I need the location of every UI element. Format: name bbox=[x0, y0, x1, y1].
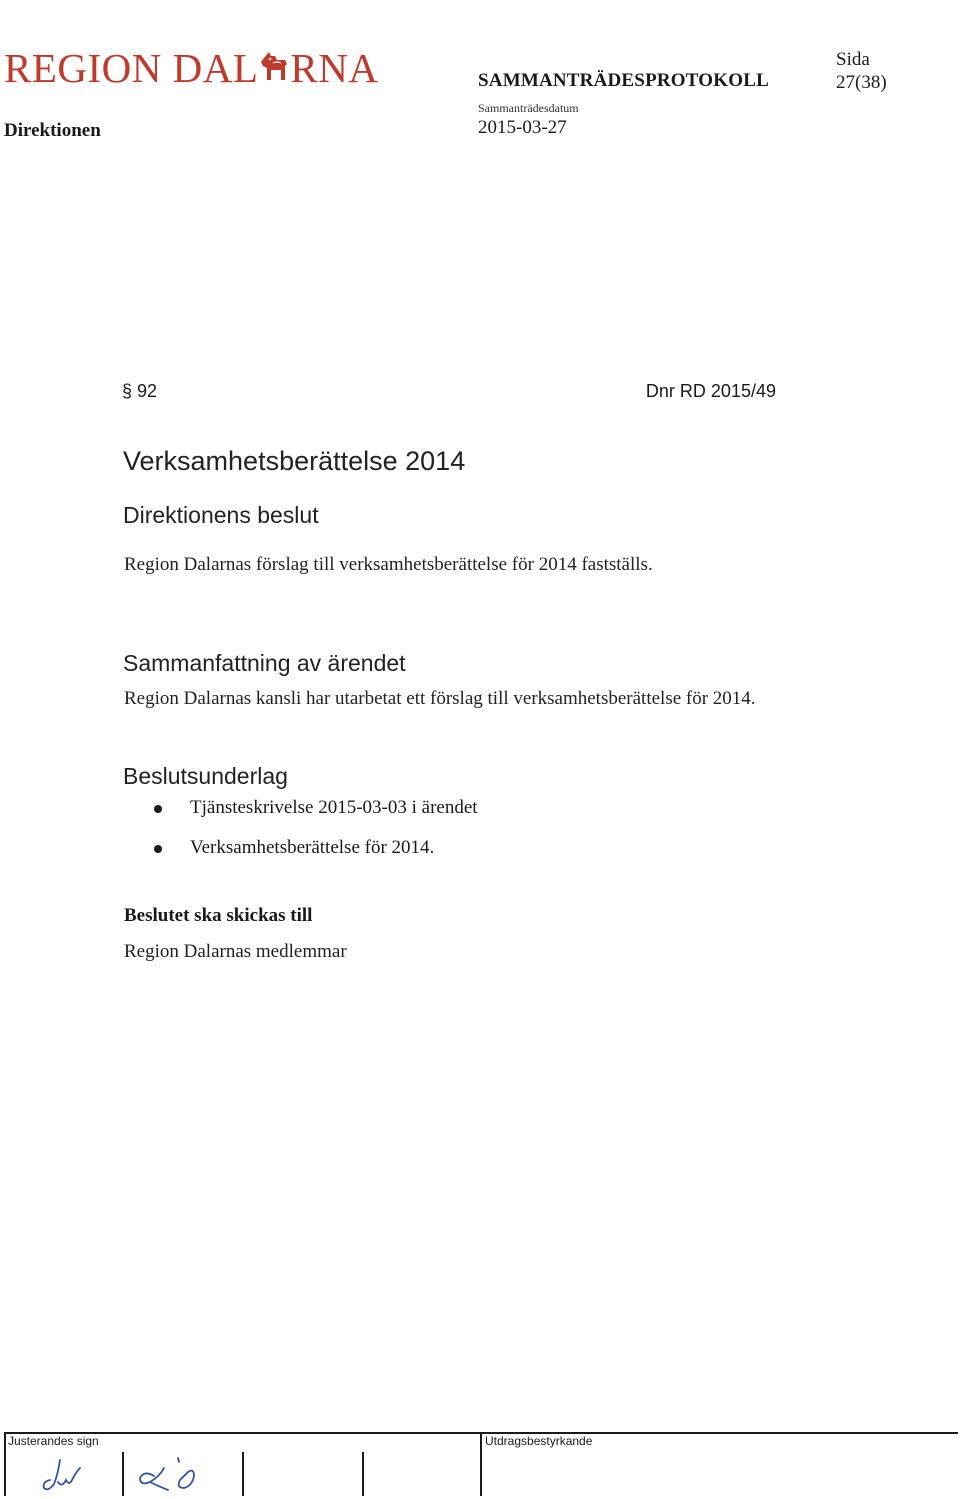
extract-certification-label: Utdragsbestyrkande bbox=[485, 1434, 593, 1448]
meeting-date: 2015-03-27 bbox=[478, 117, 567, 138]
meeting-date-label: Sammanträdesdatum bbox=[478, 101, 579, 115]
signature-box-border bbox=[480, 1432, 482, 1496]
paragraph-symbol: § bbox=[122, 381, 133, 401]
signature-initials-2 bbox=[132, 1450, 212, 1494]
distribution-recipients: Region Dalarnas medlemmar bbox=[124, 941, 347, 962]
summary-text: Region Dalarnas kansli har utarbetat ett förslag till verksamhetsberättelse för 2014. bbox=[124, 688, 756, 709]
basis-item-text: Tjänsteskrivelse 2015-03-03 i ärendet bbox=[190, 797, 478, 818]
document-type: SAMMANTRÄDESPROTOKOLL bbox=[478, 70, 769, 91]
basis-item-text: Verksamhetsberättelse för 2014. bbox=[190, 837, 435, 858]
distribution-heading: Beslutet ska skickas till bbox=[124, 905, 313, 926]
page-label: Sida bbox=[836, 49, 870, 70]
diary-number: Dnr RD 2015/49 bbox=[645, 381, 776, 401]
list-item bbox=[150, 795, 478, 835]
logo-text-after: RNA bbox=[290, 45, 379, 91]
basis-heading: Beslutsunderlag bbox=[123, 763, 288, 789]
list-item bbox=[150, 835, 478, 875]
decision-heading: Direktionens beslut bbox=[123, 502, 319, 528]
department-name: Direktionen bbox=[4, 120, 101, 141]
item-title: Verksamhetsberättelse 2014 bbox=[123, 446, 466, 476]
bullet-icon bbox=[154, 845, 162, 853]
summary-heading: Sammanfattning av ärendet bbox=[123, 650, 406, 676]
dala-horse-icon bbox=[259, 50, 289, 84]
signature-box-border bbox=[242, 1452, 244, 1496]
adjuster-sign-label: Justerandes sign bbox=[8, 1434, 99, 1448]
signature-box-border bbox=[362, 1452, 364, 1496]
signature-box-border bbox=[4, 1432, 6, 1496]
paragraph-value: 92 bbox=[137, 381, 158, 401]
bullet-icon bbox=[154, 805, 162, 813]
decision-text: Region Dalarnas förslag till verksamhetsberättelse för 2014 fastställs. bbox=[124, 554, 653, 575]
basis-list bbox=[150, 795, 478, 875]
signature-initials-1 bbox=[36, 1452, 96, 1494]
signature-box-border bbox=[122, 1452, 124, 1496]
page-number: 27(38) bbox=[836, 72, 887, 93]
logo-text-before: REGION DAL bbox=[4, 45, 259, 91]
paragraph-number bbox=[122, 381, 157, 402]
region-dalarna-logo bbox=[4, 45, 379, 91]
